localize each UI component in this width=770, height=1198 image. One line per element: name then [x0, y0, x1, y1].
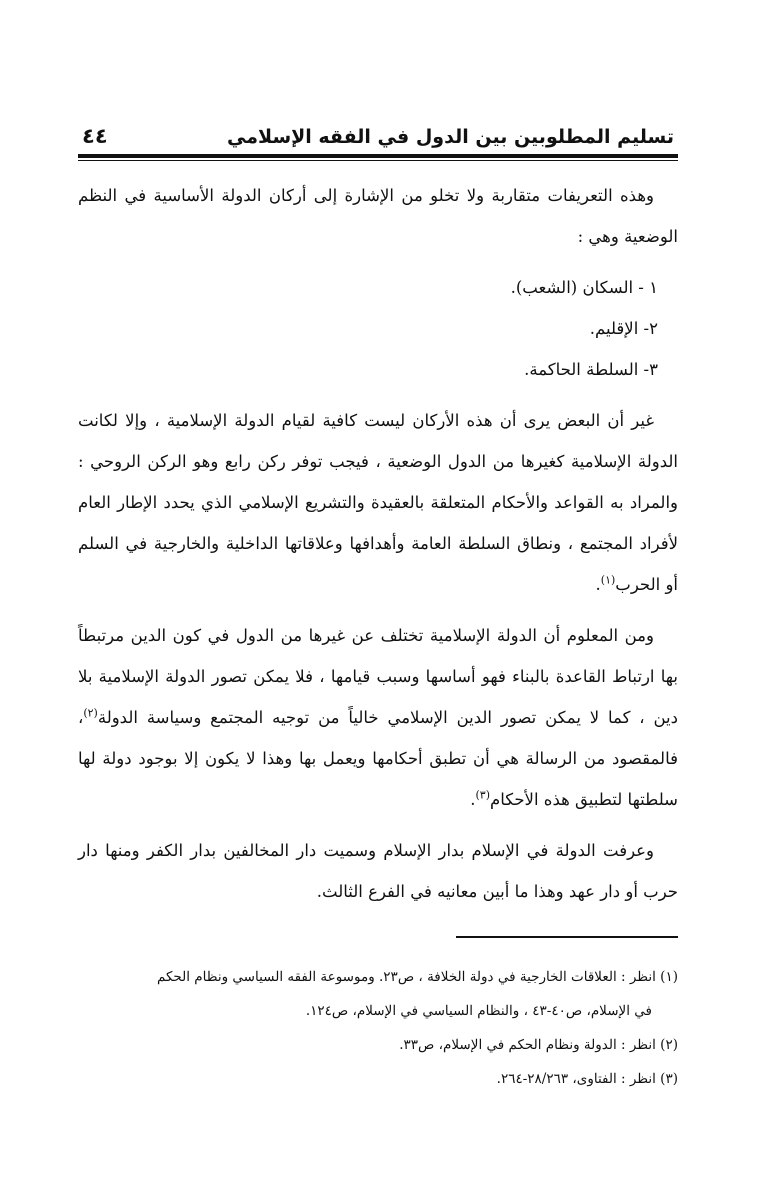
- footnote-ref-1[interactable]: (١): [600, 573, 616, 587]
- page-header: [78, 100, 678, 148]
- paragraph-end-mark: .: [470, 790, 476, 809]
- footnote-1-line-1: (١) انظر : العلاقات الخارجية في دولة الخلافة ، ص٢٣. وموسوعة الفقه السياسي ونظام الحكم: [156, 968, 678, 985]
- footnote-3: (٣) انظر : الفتاوى، ٢٨/٢٦٣-٢٦٤.: [496, 1070, 678, 1087]
- header-rule-thin: [78, 160, 678, 161]
- footnote-1-line-2: في الإسلام، ص٤٠-٤٣ ، والنظام السياسي في الإسلام، ص١٢٤.: [305, 1002, 652, 1019]
- footnote-ref-2[interactable]: (٢): [83, 706, 98, 720]
- footnote-separator: [456, 936, 678, 938]
- running-title: تسليم المطلوبين بين الدول في الفقه الإسلامي: [227, 126, 674, 148]
- main-text: [78, 175, 678, 912]
- paragraph-dar-al-islam: وعرفت الدولة في الإسلام بدار الإسلام وسميت دار المخالفين بدار الكفر ومنها دار حرب أو دار عهد وهذا ما أبين معانيه في الفرع الثالث.: [78, 841, 678, 901]
- document-page: [78, 100, 678, 1096]
- footnote-ref-3[interactable]: (٣): [475, 788, 490, 802]
- header-rule-thick: [78, 154, 678, 158]
- paragraph-spiritual-pillar: [78, 400, 678, 605]
- footnote-1: [78, 960, 678, 1028]
- list-item-population: ١ - السكان (الشعب).: [510, 278, 658, 297]
- paragraph-spiritual-pillar-text: غير أن البعض يرى أن هذه الأركان ليست كافية لقيام الدولة الإسلامية ، وإلا لكانت الدولة الإسلامية كغيرها من الدول الوضعية ، فيجب توفر ركن رابع وهو الركن الروحي : والمراد به القواعد والأحكام المتعلقة بالعقيدة والتشريع الإسلامي الذي يحدد الإطار العام لأفراد المجتمع ، ونطاق السلطة العامة وأهدافها وعلاقاتها الداخلية والخارجية في السلم أو الحرب: [78, 411, 678, 594]
- paragraph-religion-state-text-a: ومن المعلوم أن الدولة الإسلامية تختلف عن غيرها من الدول في كون الدين مرتبطاً بها ارتباط القاعدة بالبناء فهو أساسها وسبب قيامها ، فلا يمكن تصور الدولة الإسلامية بلا دين ، كما لا يمكن تصور الدين الإسلامي خالياً من توجيه المجتمع وسياسة الدولة: [78, 626, 678, 727]
- page-number: ٤٤: [82, 124, 108, 148]
- footnotes: [78, 960, 678, 1096]
- list-item-territory: ٢- الإقليم.: [589, 319, 658, 338]
- paragraph-religion-state-text-b: ، فالمقصود من الرسالة هي أن تطبق أحكامها ويعمل بها وهذا لا يكون إلا بوجود دولة لها سلطتها لتطبيق هذه الأحكام: [78, 708, 678, 809]
- list-item-authority: ٣- السلطة الحاكمة.: [524, 360, 658, 379]
- footnote-2: (٢) انظر : الدولة ونظام الحكم في الإسلام، ص٣٣.: [399, 1036, 678, 1053]
- paragraph-intro: وهذه التعريفات متقاربة ولا تخلو من الإشارة إلى أركان الدولة الأساسية في النظم الوضعية وهي :: [78, 186, 678, 246]
- paragraph-end-mark: .: [595, 575, 601, 594]
- paragraph-religion-state: [78, 615, 678, 820]
